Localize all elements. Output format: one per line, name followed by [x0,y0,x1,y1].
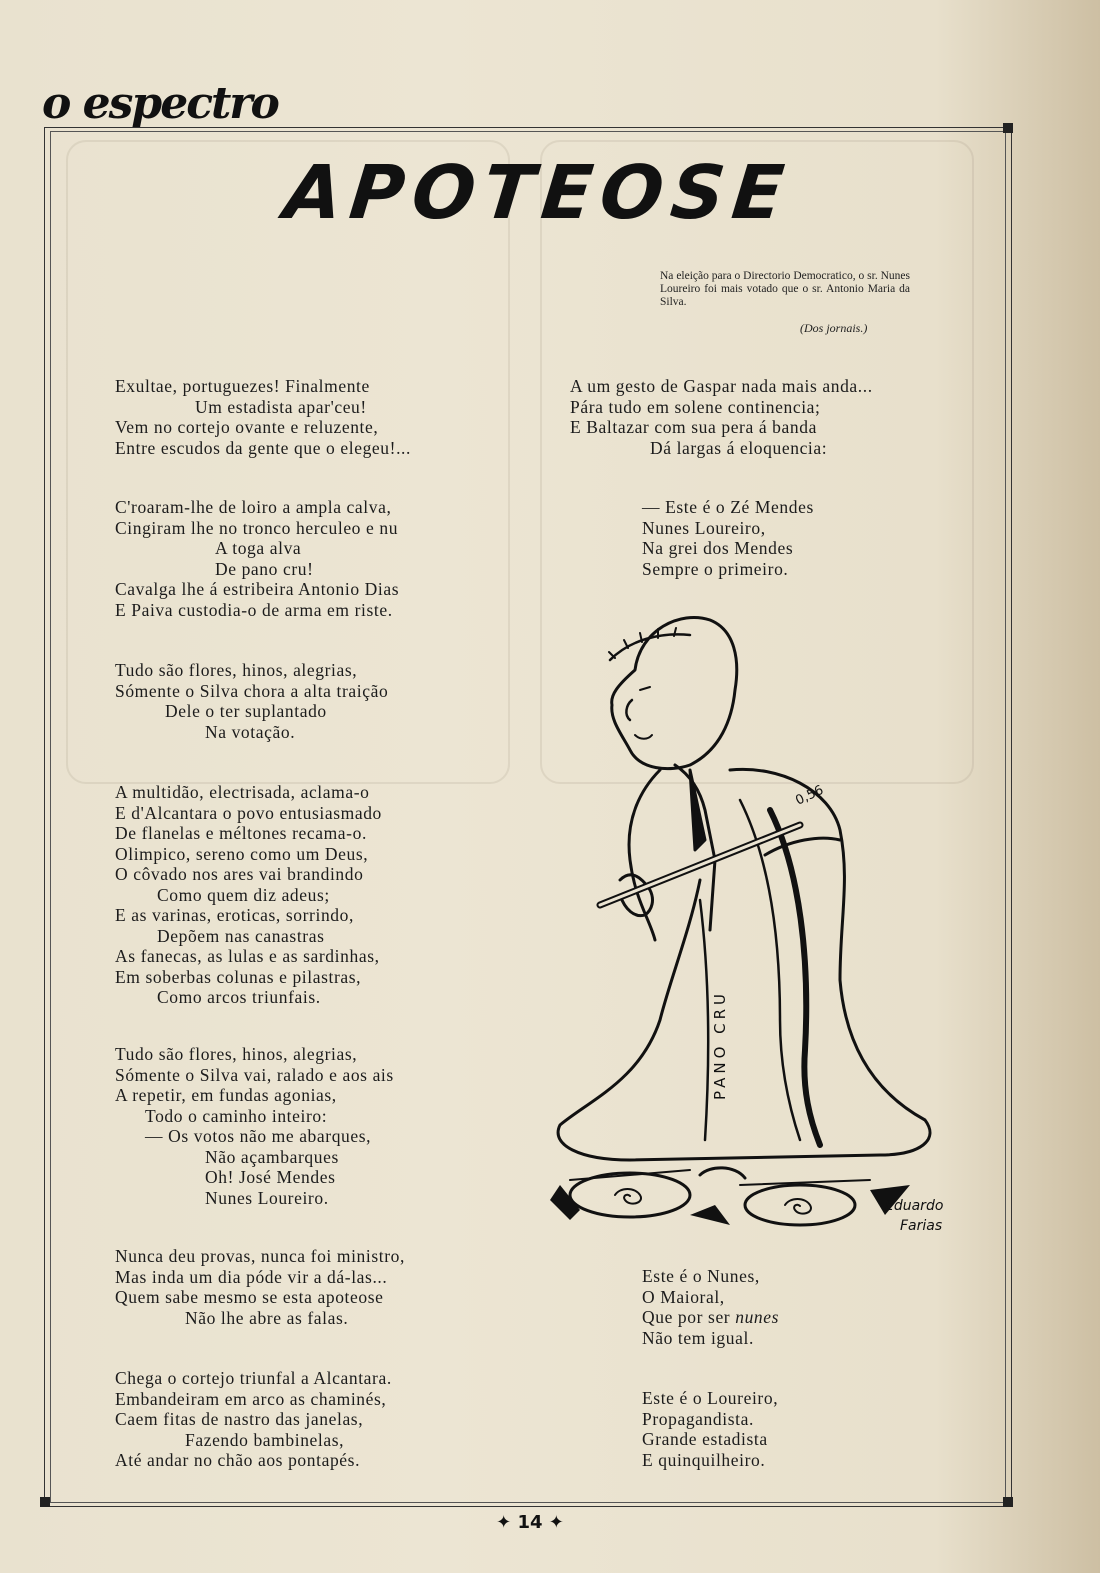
toga-robe [558,769,930,1160]
laurel-wreath [610,634,690,660]
poem-line: O côvado nos ares vai brandindo [115,864,364,884]
poem-line: A repetir, em fundas agonias, [115,1085,337,1105]
poem-line: Cingiram lhe no tronco herculeo e nu [115,517,399,538]
arm-label: 0,56 [793,782,826,809]
poem-line: Na votação. [205,721,296,742]
poem-line: Não açambarques [205,1146,339,1167]
poem-line: C'roaram-lhe de loiro a ampla calva, [115,497,392,517]
poem-line: Olimpico, sereno como um Deus, [115,843,369,864]
artist-signature-line1: Eduardo [885,1198,944,1214]
stanza [115,1044,394,1208]
poem-line: Até andar no chão aos pontapés. [115,1450,361,1470]
poem-line: De flanelas e méltones recama-o. [115,823,367,843]
stanza [115,782,382,1008]
poem-line: O Maioral, [642,1286,725,1307]
poem-line: Chega o cortejo triunfal a Alcantara. [115,1368,392,1388]
poem-line: Como quem diz adeus; [157,884,330,905]
poem-line: A multidão, electrisada, aclama-o [115,782,370,802]
poem-line: Na grei dos Mendes [642,538,794,558]
stanza [115,497,399,620]
poem-line: Este é o Nunes, [642,1266,760,1286]
poem-line: Quem sabe mesmo se esta apoteose [115,1287,384,1307]
poem-line [642,1307,779,1328]
poem-line: Nunca deu provas, nunca foi ministro, [115,1246,405,1266]
stanza [642,497,814,579]
stanza [642,1266,779,1348]
poem-line: Tudo são flores, hinos, alegrias, [115,1044,358,1064]
poem-line: Em soberbas colunas e pilastras, [115,966,362,987]
stanza [115,1368,392,1471]
poem-line: Entre escudos da gente que o elegeu!... [115,437,411,458]
poem-line: Um estadista apar'ceu! [195,396,367,417]
epigraph-text: Na eleição para o Directorio Democratico, o sr. Nunes Loureiro foi mais votado que o sr. Antonio Maria da Silva. [660,270,910,308]
poem-line: Fazendo bambinelas, [185,1429,345,1450]
poem-line: Depõem nas canastras [157,925,325,946]
poem-line: Este é o Loureiro, [642,1388,779,1408]
poem-line: Dele o ter suplantado [165,701,327,721]
poem-line: Caem fitas de nastro das janelas, [115,1409,364,1429]
poem-line: E d'Alcantara o povo entusiasmado [115,802,382,823]
stanza [570,376,873,458]
page-number: ✦ 14 ✦ [496,1512,564,1533]
poem-line: Grande estadista [642,1429,768,1449]
border-corner-ornament [1003,1497,1013,1507]
poem-line: — Este é o Zé Mendes [642,497,814,517]
poem-line: Todo o caminho inteiro: [145,1105,328,1126]
poem-line: A um gesto de Gaspar nada mais anda... [570,376,873,396]
poem-line: E as varinas, eroticas, sorrindo, [115,905,354,925]
poem-line: Nunes Loureiro, [642,517,766,538]
masthead-logo: o espectro [42,78,278,129]
stanza [115,1246,405,1328]
poem-line: Vem no cortejo ovante e reluzente, [115,417,379,437]
robe-label: PANO CRU [711,989,729,1100]
poem-line: Tudo são flores, hinos, alegrias, [115,660,358,680]
poem-line: Sómente o Silva chora a alta traição [115,680,389,701]
poem-line: Oh! José Mendes [205,1167,336,1187]
poem-line: As fanecas, as lulas e as sardinhas, [115,946,380,966]
artist-signature-line2: Farias [900,1218,943,1234]
poem-line: Não tem igual. [642,1327,754,1348]
caricature-illustration [540,600,980,1240]
poem-line-prefix: Que por ser [642,1307,736,1327]
stanza [115,376,411,458]
head-outline [612,617,737,768]
poem-line: Dá largas á eloquencia: [650,437,828,458]
poem-line: Embandeiram em arco as chaminés, [115,1388,387,1409]
stanza [115,660,388,742]
poem-line: Exultae, portuguezes! Finalmente [115,376,370,396]
page-title: APOTEOSE [280,150,796,236]
poem-line: — Os votos não me abarques, [145,1126,372,1146]
poem-line: A toga alva [215,538,302,558]
poem-line: E Baltazar com sua pera á banda [570,417,817,437]
poem-line: Propagandista. [642,1408,754,1429]
poem-line: Como arcos triunfais. [157,987,321,1007]
poem-line: Mas inda um dia póde vir a dá-las... [115,1266,388,1287]
border-corner-ornament [1003,123,1013,133]
arm [765,838,840,855]
poem-line: Não lhe abre as falas. [185,1307,349,1328]
poem-line: Nunes Loureiro. [205,1187,329,1208]
epigraph-source: (Dos jornais.) [800,321,868,335]
poem-line: Cavalga lhe á estribeira Antonio Dias [115,579,400,599]
poem-line: Sempre o primeiro. [642,558,789,579]
poem-line: De pano cru! [215,558,314,579]
poem-line-emphasis: nunes [735,1307,780,1327]
poem-line: E Paiva custodia-o de arma em riste. [115,599,393,620]
poem-line: Sómente o Silva vai, ralado e aos ais [115,1064,394,1085]
poem-line: E quinquilheiro. [642,1449,766,1470]
poem-left-column [115,376,535,1476]
poem-line: Pára tudo em solene continencia; [570,396,821,417]
stanza [642,1388,778,1470]
border-corner-ornament [40,1497,50,1507]
